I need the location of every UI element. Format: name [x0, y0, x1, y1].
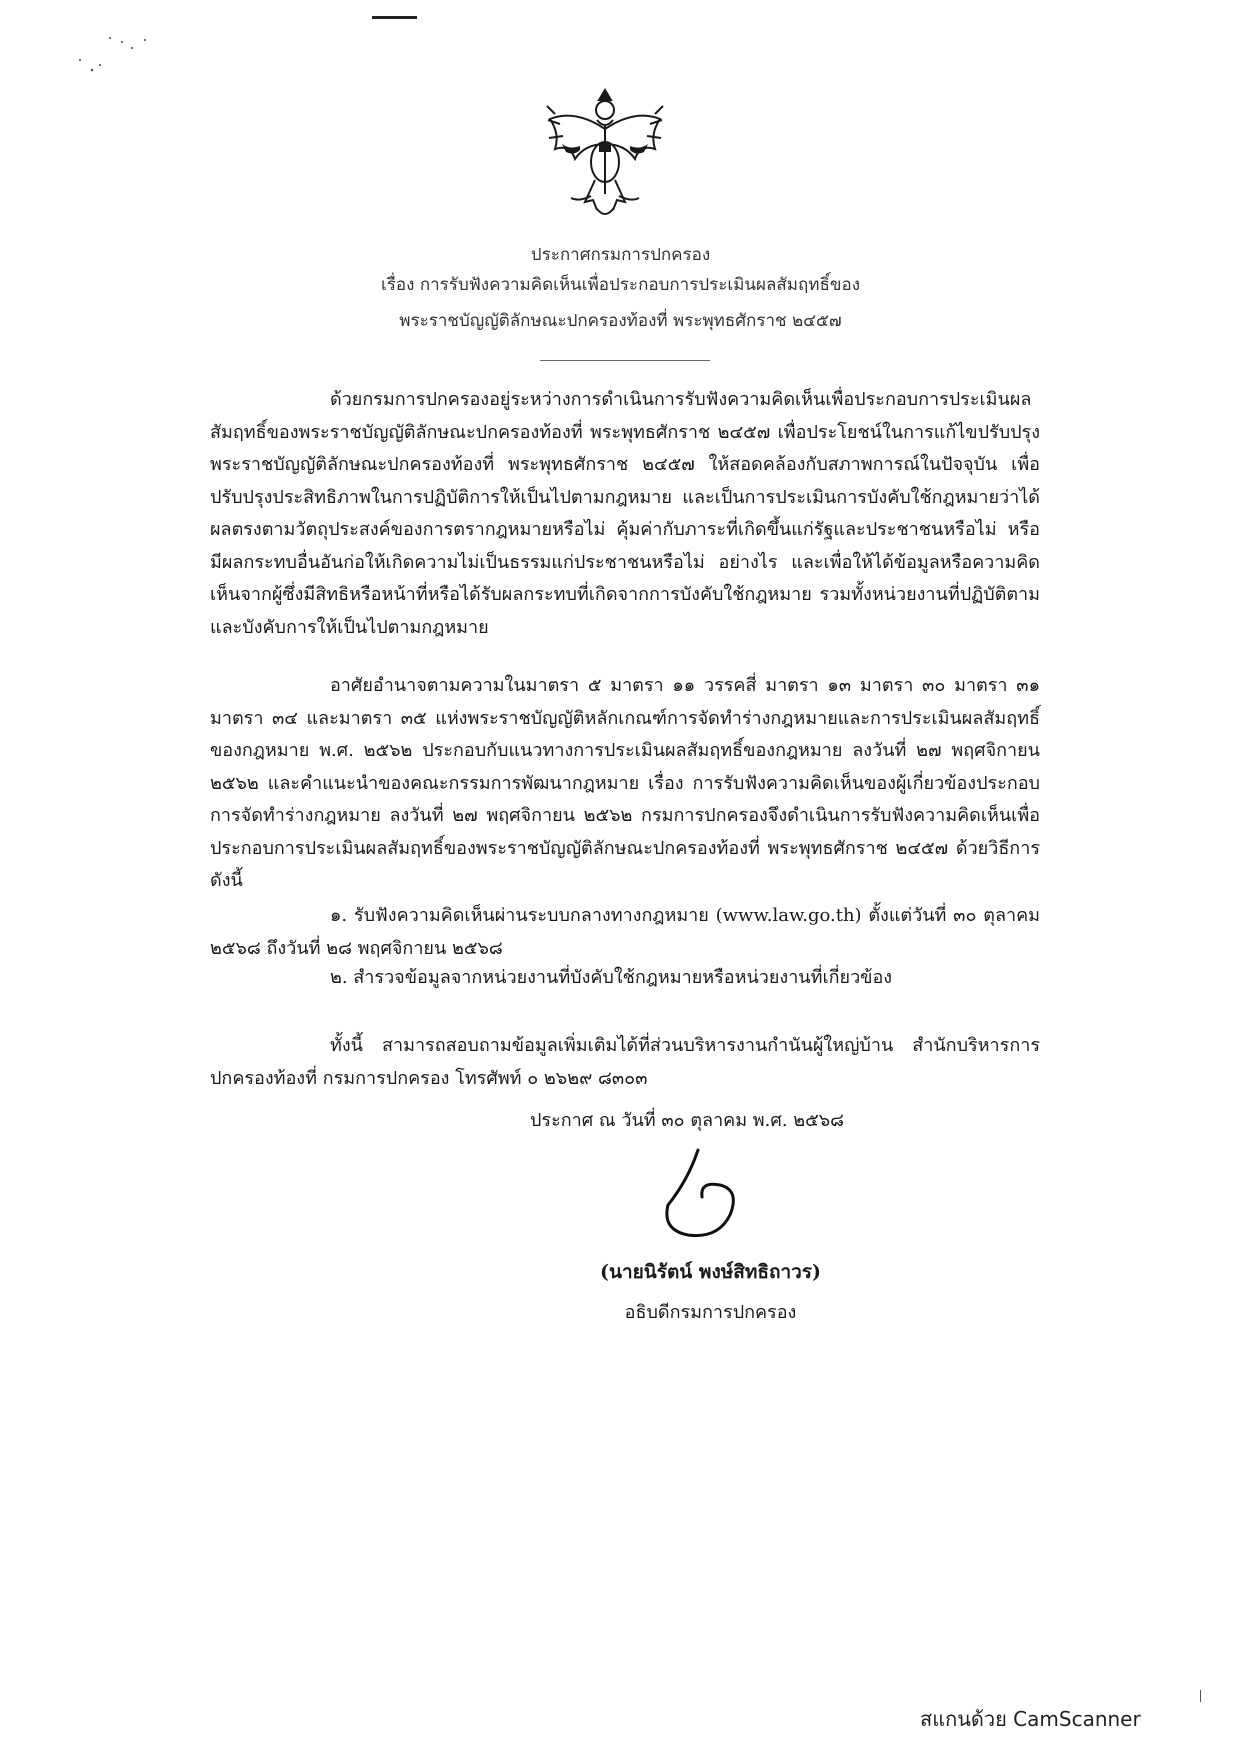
signer-position: อธิบดีกรมการปกครอง	[624, 1302, 797, 1323]
garuda-emblem-icon	[535, 84, 675, 224]
body-paragraph-3: ทั้งนี้ สามารถสอบถามข้อมูลเพิ่มเติมได้ที่ส่วนบริหารงานกำนันผู้ใหญ่บ้าน สำนักบริหารการปกครองท้องที่ กรมการปกครอง โทรศัพท์ ๐ ๒๖๒๙ ๘๓๐๓	[210, 1035, 1040, 1089]
announcement-issuer: ประกาศกรมการปกครอง	[530, 245, 711, 265]
handwritten-signature	[660, 1140, 770, 1250]
scan-specks	[70, 30, 170, 90]
announcement-date: ประกาศ ณ วันที่ ๓๐ ตุลาคม พ.ศ. ๒๕๖๘	[530, 1110, 845, 1131]
body-paragraph-2: อาศัยอำนาจตามความในมาตรา ๕ มาตรา ๑๑ วรรคสี่ มาตรา ๑๓ มาตรา ๓๐ มาตรา ๓๑ มาตรา ๓๔ และมาตรา ๓๕ แห่งพระราชบัญญัติหลักเกณฑ์การจัดทำร่างกฎหมายและการประเมินผลสัมฤทธิ์ของกฎหมาย พ.ศ. ๒๕๖๒ ประกอบกับแนวทางการประเมินผลสัมฤทธิ์ของกฎหมาย ลงวันที่ ๒๗ พฤศจิกายน ๒๕๖๒ และคำแนะนำของคณะกรรมการพัฒนากฎหมาย เรื่อง การรับฟังความคิดเห็นของผู้เกี่ยวข้องประกอบการจัดทำร่างกฎหมาย ลงวันที่ ๒๗ พฤศจิกายน ๒๕๖๒ กรมการปกครองจึงดำเนินการรับฟังความคิดเห็นเพื่อประกอบการประเมินผลสัมฤทธิ์ของพระราชบัญญัติลักษณะปกครองท้องที่ พระพุทธศักราช ๒๔๕๗ ด้วยวิธีการดังนี้	[210, 675, 1040, 891]
header-divider	[540, 360, 710, 361]
announcement-subject: เรื่อง การรับฟังความคิดเห็นเพื่อประกอบการประเมินผลสัมฤทธิ์ของ	[380, 275, 860, 295]
list-item-1: ๑. รับฟังความคิดเห็นผ่านระบบกลางทางกฎหมาย (www.law.go.th) ตั้งแต่วันที่ ๓๐ ตุลาคม ๒๕๖๘ ถึงวันที่ ๒๘ พฤศจิกายน ๒๕๖๘	[210, 905, 1040, 959]
announcement-subject-continued: พระราชบัญญัติลักษณะปกครองท้องที่ พระพุทธศักราช ๒๔๕๗	[399, 311, 842, 331]
list-item-2: ๒. สำรวจข้อมูลจากหน่วยงานที่บังคับใช้กฎหมายหรือหน่วยงานที่เกี่ยวข้อง	[330, 967, 893, 988]
scan-edge-mark	[1200, 1690, 1201, 1702]
body-paragraph-1: ด้วยกรมการปกครองอยู่ระหว่างการดำเนินการรับฟังความคิดเห็นเพื่อประกอบการประเมินผลสัมฤทธิ์ของพระราชบัญญัติลักษณะปกครองท้องที่ พระพุทธศักราช ๒๔๕๗ เพื่อประโยชน์ในการแก้ไขปรับปรุงพระราชบัญญัติลักษณะปกครองท้องที่ พระพุทธศักราช ๒๔๕๗ ให้สอดคล้องกับสภาพการณ์ในปัจจุบัน เพื่อปรับปรุงประสิทธิภาพในการปฏิบัติการให้เป็นไปตามกฎหมาย และเป็นการประเมินการบังคับใช้กฎหมายว่าได้ผลตรงตามวัตถุประสงค์ของการตรากฎหมายหรือไม่ คุ้มค่ากับภาระที่เกิดขึ้นแก่รัฐและประชาชนหรือไม่ หรือมีผลกระทบอื่นอันก่อให้เกิดความไม่เป็นธรรมแก่ประชาชนหรือไม่ อย่างไร และเพื่อให้ได้ข้อมูลหรือความคิดเห็นจากผู้ซึ่งมีสิทธิหรือหน้าที่หรือได้รับผลกระทบที่เกิดจากการบังคับใช้กฎหมาย รวมทั้งหน่วยงานที่ปฏิบัติตามและบังคับการให้เป็นไปตามกฎหมาย	[210, 389, 1040, 638]
camscanner-watermark: สแกนด้วย CamScanner	[920, 1707, 1141, 1731]
scan-top-mark	[372, 16, 417, 19]
signer-name: (นายนิรัตน์ พงษ์สิทธิถาวร)	[600, 1261, 821, 1283]
